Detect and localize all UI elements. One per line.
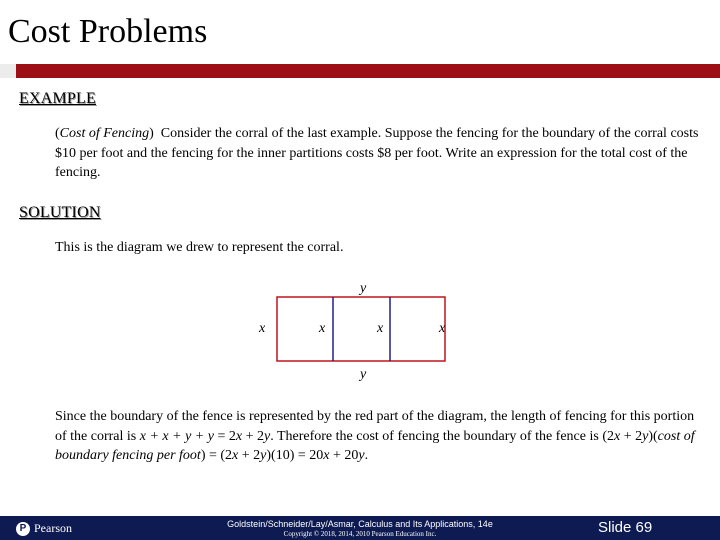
conclusion-text-part4: )(10) = 20: [266, 448, 324, 463]
conclusion-end: .: [364, 448, 369, 463]
side-label-2: x: [319, 321, 326, 336]
conclusion-paren-close: )(: [648, 428, 658, 444]
conclusion-plus1: + 2: [242, 428, 264, 444]
conclusion-plus4: + 20: [329, 448, 359, 463]
var-y1: y: [263, 428, 271, 444]
solution-intro: This is the diagram we drew to represent the corral.: [55, 240, 344, 255]
pearson-logo: [16, 521, 72, 536]
var-x2: x: [613, 428, 621, 444]
side-label-3: x: [377, 321, 384, 336]
header-bar: [0, 64, 720, 78]
pearson-logo-word: Pearson: [34, 521, 72, 535]
side-label-4: x: [439, 321, 446, 336]
footer-credit: Goldstein/Schneider/Lay/Asmar, Calculus and Its Applications, 14e: [227, 519, 493, 529]
slide-number: Slide 69: [598, 519, 653, 536]
var-y3: y: [260, 448, 267, 463]
var-x3: x: [232, 448, 239, 463]
footer-bar: [0, 516, 720, 540]
var-x1: x: [235, 428, 243, 444]
header-bar-red-segment: [16, 64, 720, 78]
conclusion-text-part2: . Therefore the cost of fencing the boundary of the fence is (2: [270, 428, 614, 444]
example-heading: EXAMPLE: [19, 90, 96, 107]
problem-text: (Cost of Fencing) Consider the corral of the last example. Suppose the fencing for the boundary of the corral costs $10 per foot and the fencing for the inner partitions costs $8 per foot. Write an expression for the total cost of the fencing.: [55, 126, 699, 180]
var-x4: x: [323, 448, 330, 463]
boundary-expression: x + x + y + y: [139, 428, 214, 444]
slide-title: Cost Problems: [8, 13, 208, 50]
header-bar-light-segment: [0, 64, 16, 78]
top-label: y: [360, 281, 367, 296]
side-label-1: x: [259, 321, 266, 336]
conclusion-equals1: = 2: [213, 428, 236, 444]
conclusion-text-part1: Since the boundary of the fence is represented by the red part of the diagram, the length of fencing for this portion of the corral is: [55, 409, 695, 444]
conclusion-plus3: + 2: [238, 448, 261, 463]
problem-body: Consider the corral of the last example. Suppose the fencing for the boundary of the corral costs $10 per foot and the fencing for the inner partitions costs $8 per foot. Write an expression for the total cost of the fencing.: [55, 126, 699, 180]
solution-conclusion: [55, 407, 703, 466]
var-y4: y: [358, 448, 365, 463]
corral-diagram: [240, 275, 480, 385]
pearson-logo-icon: P: [16, 522, 30, 536]
corral-boundary: [277, 297, 445, 361]
cost-phrase: cost of boundary fencing per foot: [55, 428, 695, 463]
var-y2: y: [642, 428, 649, 444]
bottom-label: y: [360, 367, 367, 382]
conclusion-text-part3: ) = (2: [200, 448, 233, 463]
footer-copyright: Copyright © 2018, 2014, 2010 Pearson Education Inc.: [283, 530, 437, 538]
solution-heading: SOLUTION: [19, 204, 101, 221]
conclusion-plus2: + 2: [620, 428, 643, 444]
problem-label: Cost of Fencing: [59, 126, 150, 141]
